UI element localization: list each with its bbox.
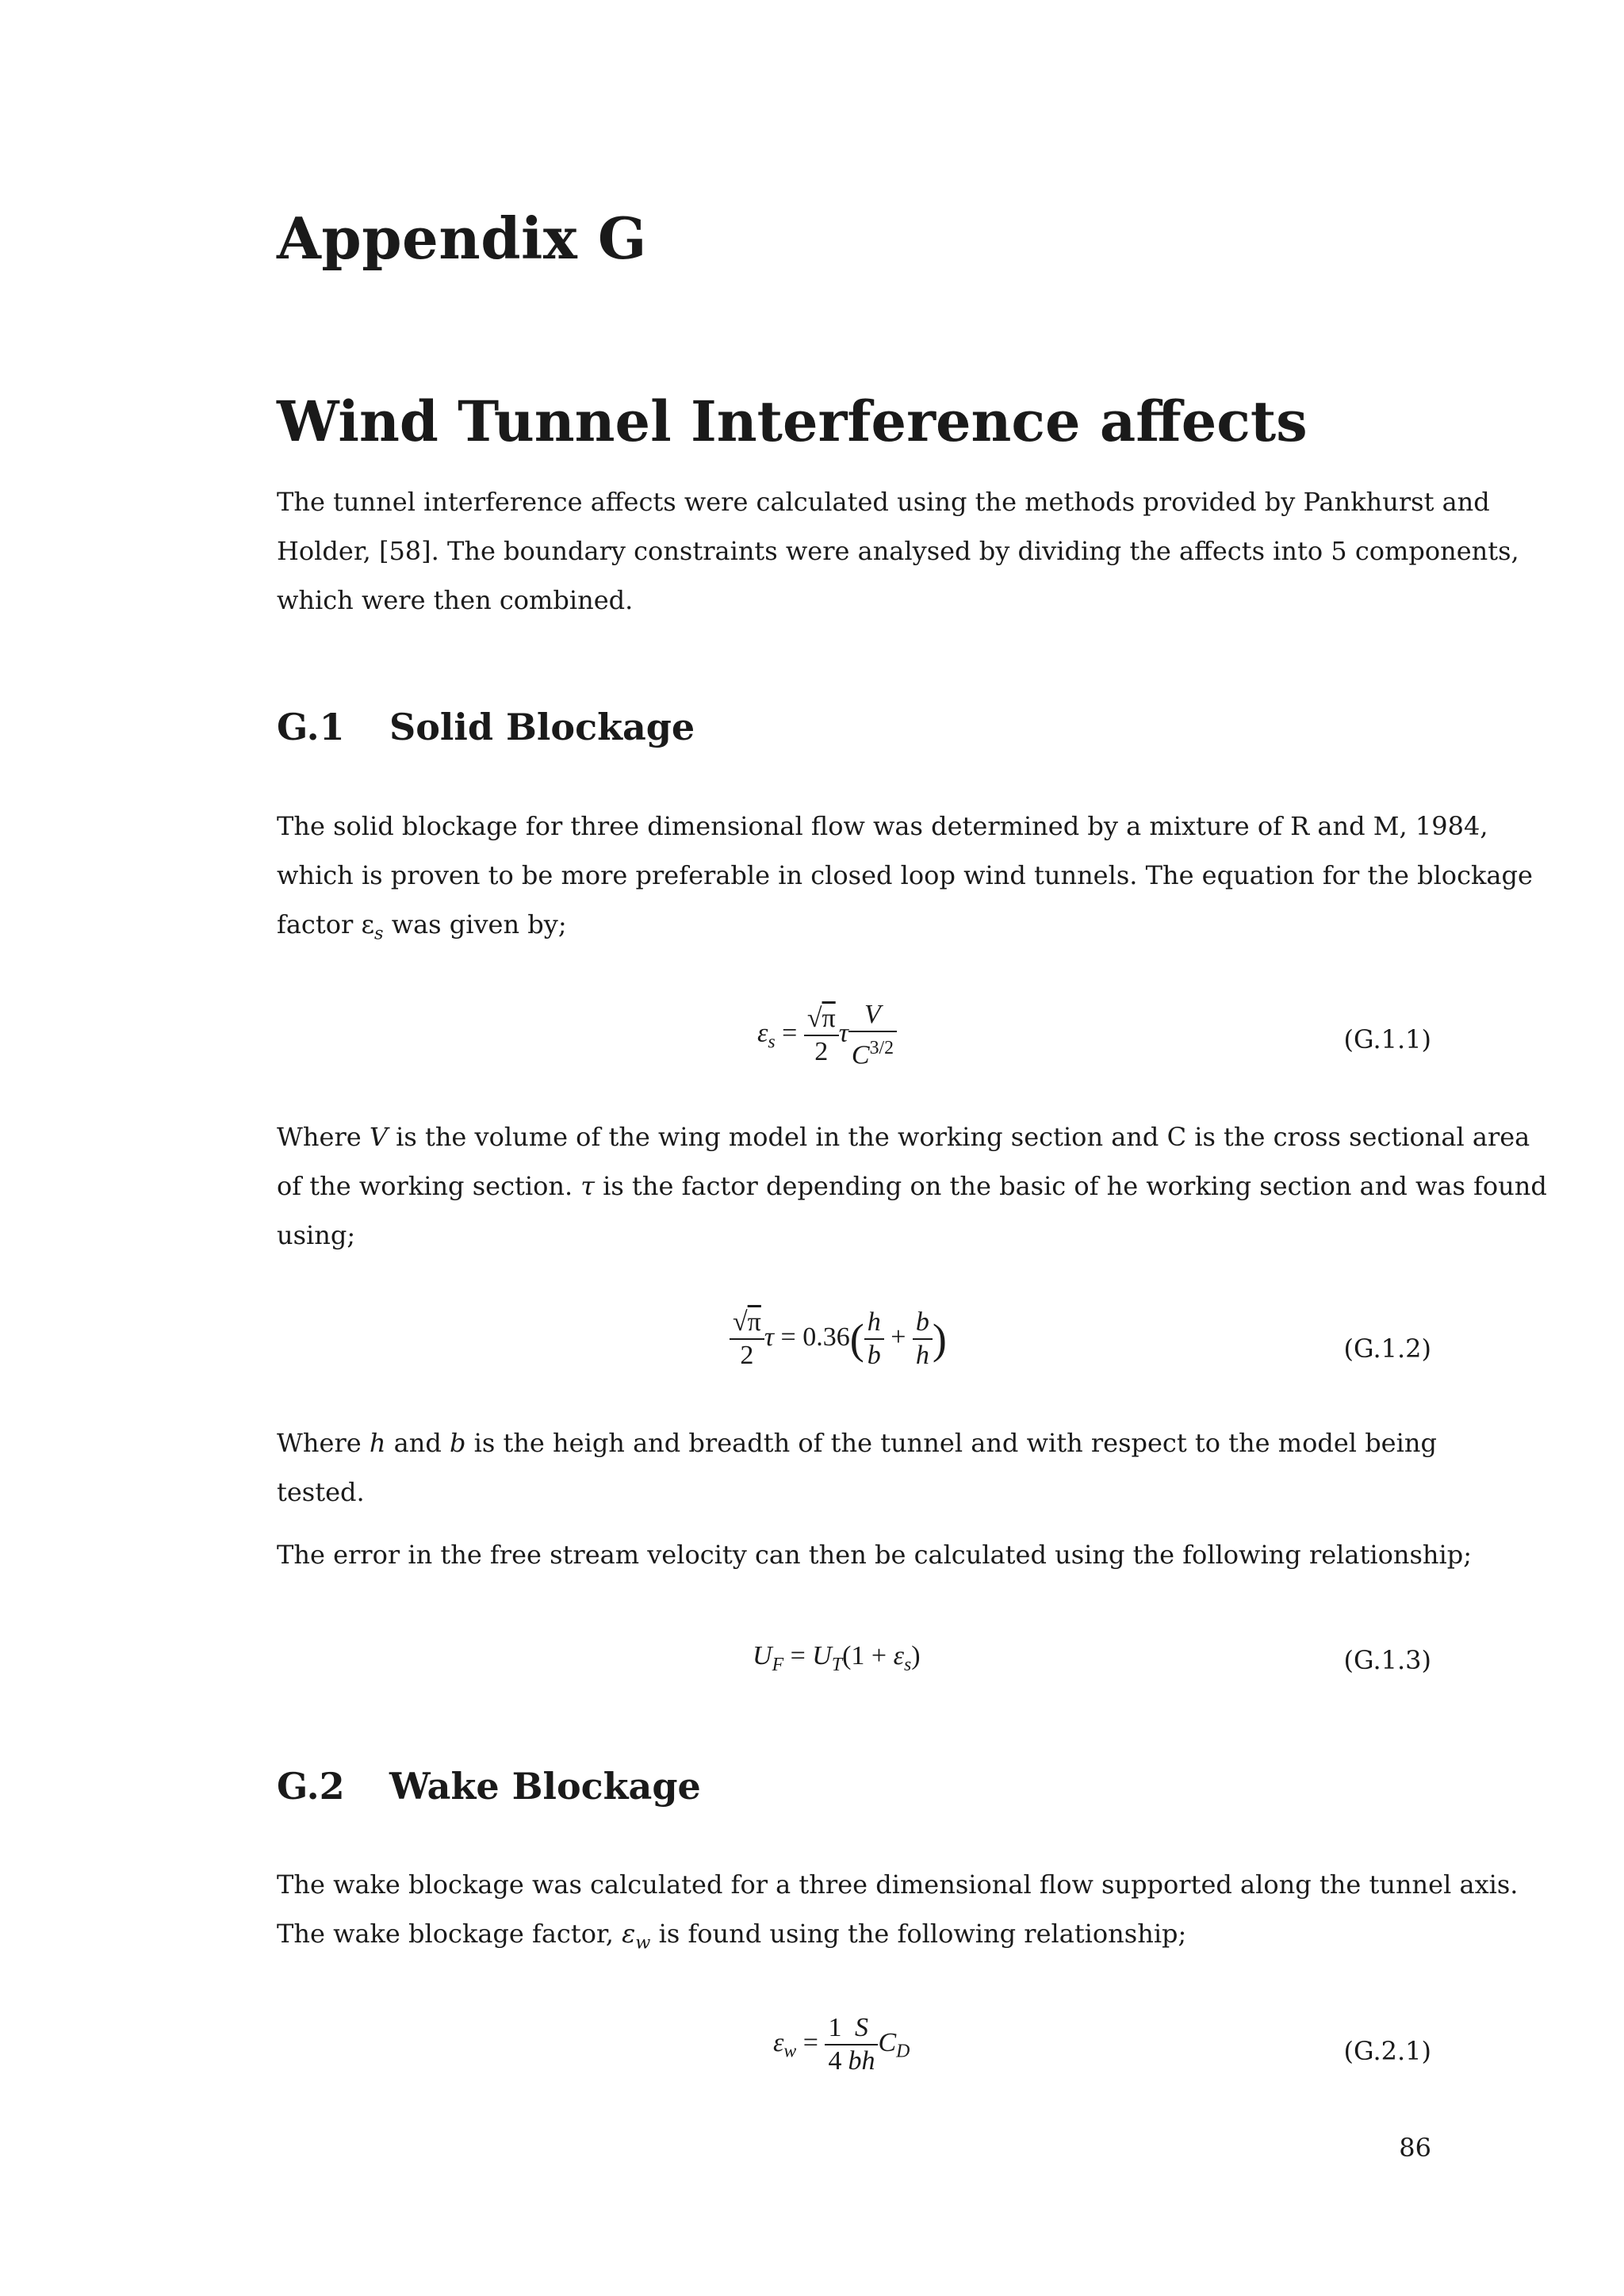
equation-g-2-1: $\varepsilon_w$ = $\frac{1}{4}$ $\frac{S}{bh}$ $C_D$ [773,2013,910,2076]
g1-paragraph-3 [277,1418,1437,1517]
equation-g-1-3: $U_F = U_T(1 + \varepsilon_s)$ [753,1641,921,1675]
text-line: The solid blockage for three dimensional flow was determined by a mixture of R and M, 1984, [277,811,1488,841]
text-line: which were then combined. [277,585,634,615]
text-line: The error in the free stream velocity can then be calculated using the following relationship; [277,1540,1472,1570]
text-line: The wake blockage was calculated for a three dimensional flow supported along the tunnel axis. [277,1869,1519,1900]
text-line: tested. [277,1477,365,1507]
section-title: Wake Blockage [389,1765,701,1808]
equation-number: (G.2.1) [1343,2036,1431,2066]
text-line: using; [277,1220,356,1250]
equation-number: (G.1.1) [1343,1024,1431,1054]
text-line: Holder, [58]. The boundary constraints were analysed by dividing the affects into 5 components, [277,536,1519,566]
section-title: Solid Blockage [389,706,695,748]
section-number: G.1 [277,706,345,748]
appendix-title: Appendix G [277,205,647,272]
g2-paragraph-1 [277,1860,1519,1967]
equation-g-1-2: $\frac{√\pi}{2}$ τ = 0.36( $\frac{h}{b}$ + $\frac{b}{h}$ ) [730,1307,947,1372]
chapter-title: Wind Tunnel Interference affects [277,388,1308,454]
text-line: Where V is the volume of the wing model in the working section and C is the cross sectional area [277,1122,1530,1152]
equation-number: (G.1.2) [1343,1334,1431,1364]
text-line: Where h and b is the heigh and breadth of the tunnel and with respect to the model being [277,1428,1437,1458]
text-line: factor $\varepsilon_s$ was given by; [277,909,567,944]
page-number: 86 [1399,2133,1431,2163]
text-line: of the working section. τ is the factor depending on the basic of he working section and was found [277,1171,1547,1201]
text-line: which is proven to be more preferable in closed loop wind tunnels. The equation for the blockage [277,860,1533,890]
g1-paragraph-2 [277,1112,1547,1260]
text-line: The tunnel interference affects were calculated using the methods provided by Pankhurst and [277,487,1490,517]
section-heading-g2 [277,1765,701,1808]
section-number: G.2 [277,1765,345,1808]
section-heading-g1 [277,706,695,748]
g1-paragraph-4 [277,1530,1472,1579]
g1-paragraph-1 [277,802,1533,958]
equation-g-1-1: $\varepsilon_s$ = $\frac{√\pi}{2}$ τ $\frac{V}{C^{3/2}}$ [757,999,897,1071]
intro-paragraph [277,477,1519,625]
text-line: The wake blockage factor, $\varepsilon_w$ is found using the following relationship; [277,1919,1187,1954]
equation-number: (G.1.3) [1343,1645,1431,1675]
